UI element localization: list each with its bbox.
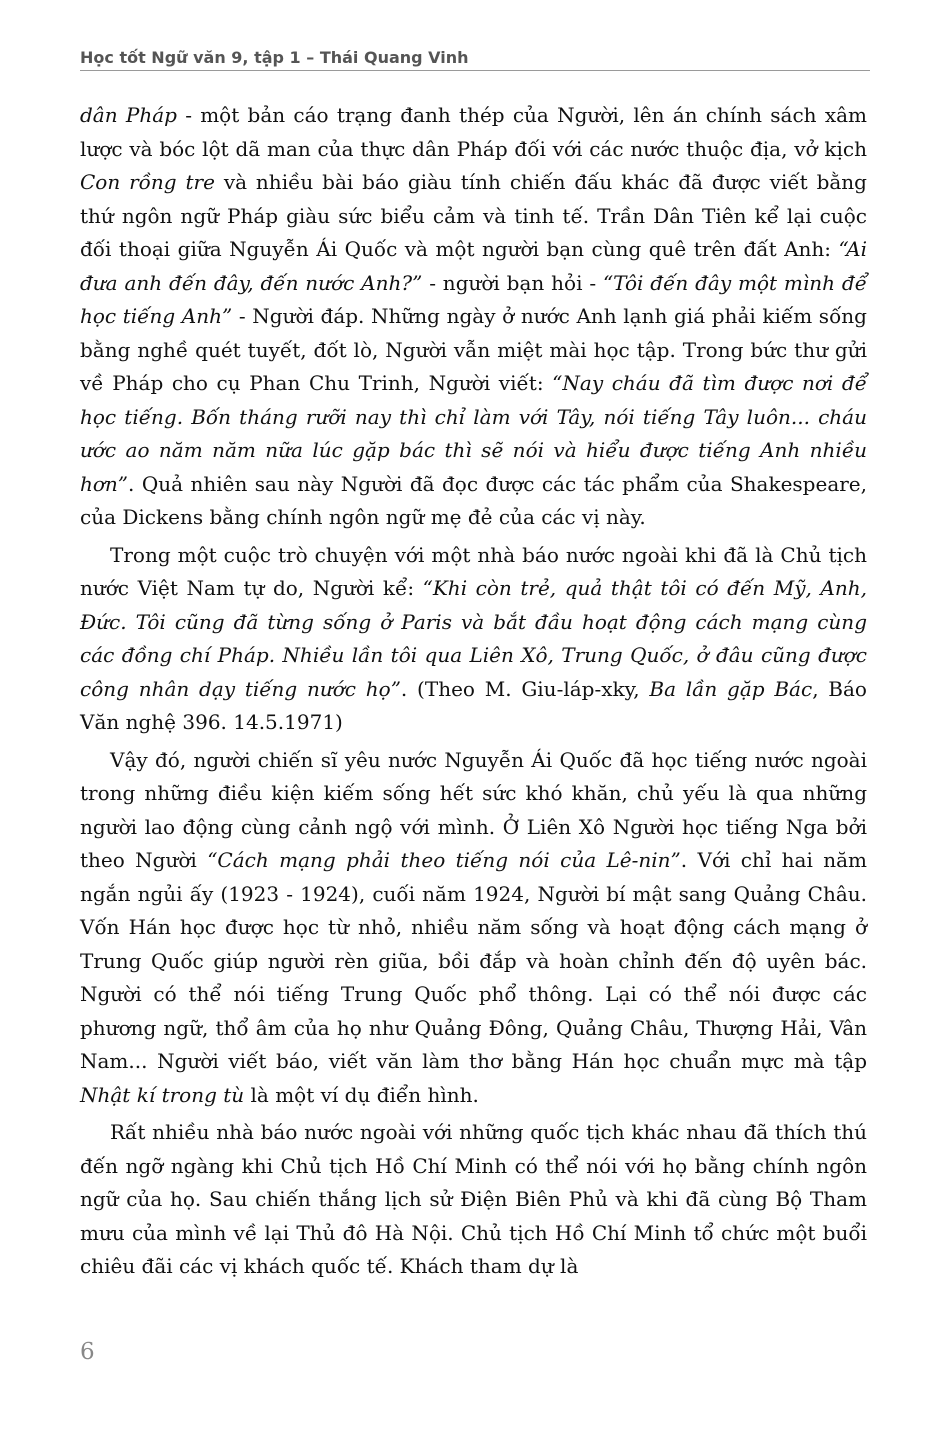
header-rule [80,70,870,71]
quote-italic: “Ai đưa anh đến đây, đến nước Anh?” [80,237,867,295]
text-italic: Con rồng tre [80,170,215,194]
running-header: Học tốt Ngữ văn 9, tập 1 – Thái Quang Vinh [80,48,469,67]
text-run: Vậy đó, người chiến sĩ yêu nước Nguyễn Ái Quốc đã học tiếng nước ngoài trong những điều kiện kiếm sống hết sức khó khăn, chủ yếu là qua những người lao động cùng cảnh ngộ với mình. Ở Liên Xô Người học tiếng Nga bởi theo Người [80,747,867,872]
quote-italic: “Cách mạng phải theo tiếng nói của Lê-nin” [207,848,681,872]
quote-italic: “Khi còn trẻ, quả thật tôi có đến Mỹ, Anh, Đức. Tôi cũng đã từng sống ở Paris và bắt đầu hoạt động cách mạng cùng các đồng chí Pháp. Nhiều lần tôi qua Liên Xô, Trung Quốc, ở đâu cũng được công nhân dạy tiếng nước họ” [80,576,867,701]
quote-italic: “Tôi đến đây một mình để học tiếng Anh” [80,270,867,328]
text-run: - một bản cáo trạng đanh thép của Người, lên án chính sách xâm lược và bóc lột dã man của thực dân Pháp đối với các nước thuộc địa, vở kịch [80,103,867,161]
text-run: . (Theo M. Giu-láp-xky, [400,676,650,701]
text-run: là một ví dụ điển hình. [244,1082,479,1107]
text-run: - Người đáp. Những ngày ở nước Anh lạnh giá phải kiếm sống bằng nghề quét tuyết, đốt lò, Người vẫn miệt mài học tập. Trong bức thư gửi về Pháp cho cụ Phan Chu Trinh, Người viết: [80,304,867,395]
paragraph-2 [80,539,867,740]
text-run: . Với chỉ hai năm ngắn ngủi ấy (1923 - 1924), cuối năm 1924, Người bí mật sang Quảng Châu. Vốn Hán học được học từ nhỏ, nhiều năm sống và hoạt động cách mạng ở Trung Quốc giúp người rèn giũa, bồi đắp và hoàn chỉnh đến độ uyên bác. Người có thể nói tiếng Trung Quốc phổ thông. Lại có thể nói được các phương ngữ, thổ âm của họ như Quảng Đông, Quảng Châu, Thượng Hải, Vân Nam... Người viết báo, viết văn làm thơ bằng Hán học chuẩn mực mà tập [80,848,867,1073]
text-run: . Quả nhiên sau này Người đã đọc được các tác phẩm của Shakespeare, của Dickens bằng chính ngôn ngữ mẹ đẻ của các vị này. [80,471,867,529]
text-run: - người bạn hỏi - [422,270,603,295]
page-body [80,99,867,1288]
text-run: Rất nhiều nhà báo nước ngoài với những quốc tịch khác nhau đã thích thú đến ngỡ ngàng khi Chủ tịch Hồ Chí Minh có thể nói với họ bằng chính ngôn ngữ của họ. Sau chiến thắng lịch sử Điện Biên Phủ và khi đã cùng Bộ Tham mưu của mình về lại Thủ đô Hà Nội. Chủ tịch Hồ Chí Minh tổ chức một buổi chiêu đãi các vị khách quốc tế. Khách tham dự là [80,1120,867,1278]
paragraph-4 [80,1116,867,1284]
text-italic: Ba lần gặp Bác [649,676,813,701]
quote-italic: “Nay cháu đã tìm được nơi để học tiếng. Bốn tháng rưỡi nay thì chỉ làm với Tây, nói tiếng Tây luôn... cháu ước ao năm năm nữa lúc gặp bác thì sẽ nói và hiểu được tiếng Anh nhiều hơn” [80,371,867,496]
paragraph-3 [80,744,867,1113]
text-italic: dân Pháp [80,103,177,127]
text-run: và nhiều bài báo giàu tính chiến đấu khác đã được viết bằng thứ ngôn ngữ Pháp giàu sức biểu cảm và tinh tế. Trần Dân Tiên kể lại cuộc đối thoại giữa Nguyễn Ái Quốc và một người bạn cùng quê trên đất Anh: [80,170,867,261]
paragraph-1 [80,99,867,535]
text-run: Trong một cuộc trò chuyện với một nhà báo nước ngoài khi đã là Chủ tịch nước Việt Nam tự do, Người kể: [80,542,867,600]
page-number: 6 [80,1339,95,1365]
text-run: , Báo Văn nghệ 396. 14.5.1971) [80,676,867,734]
text-italic: Nhật kí trong tù [80,1082,245,1107]
